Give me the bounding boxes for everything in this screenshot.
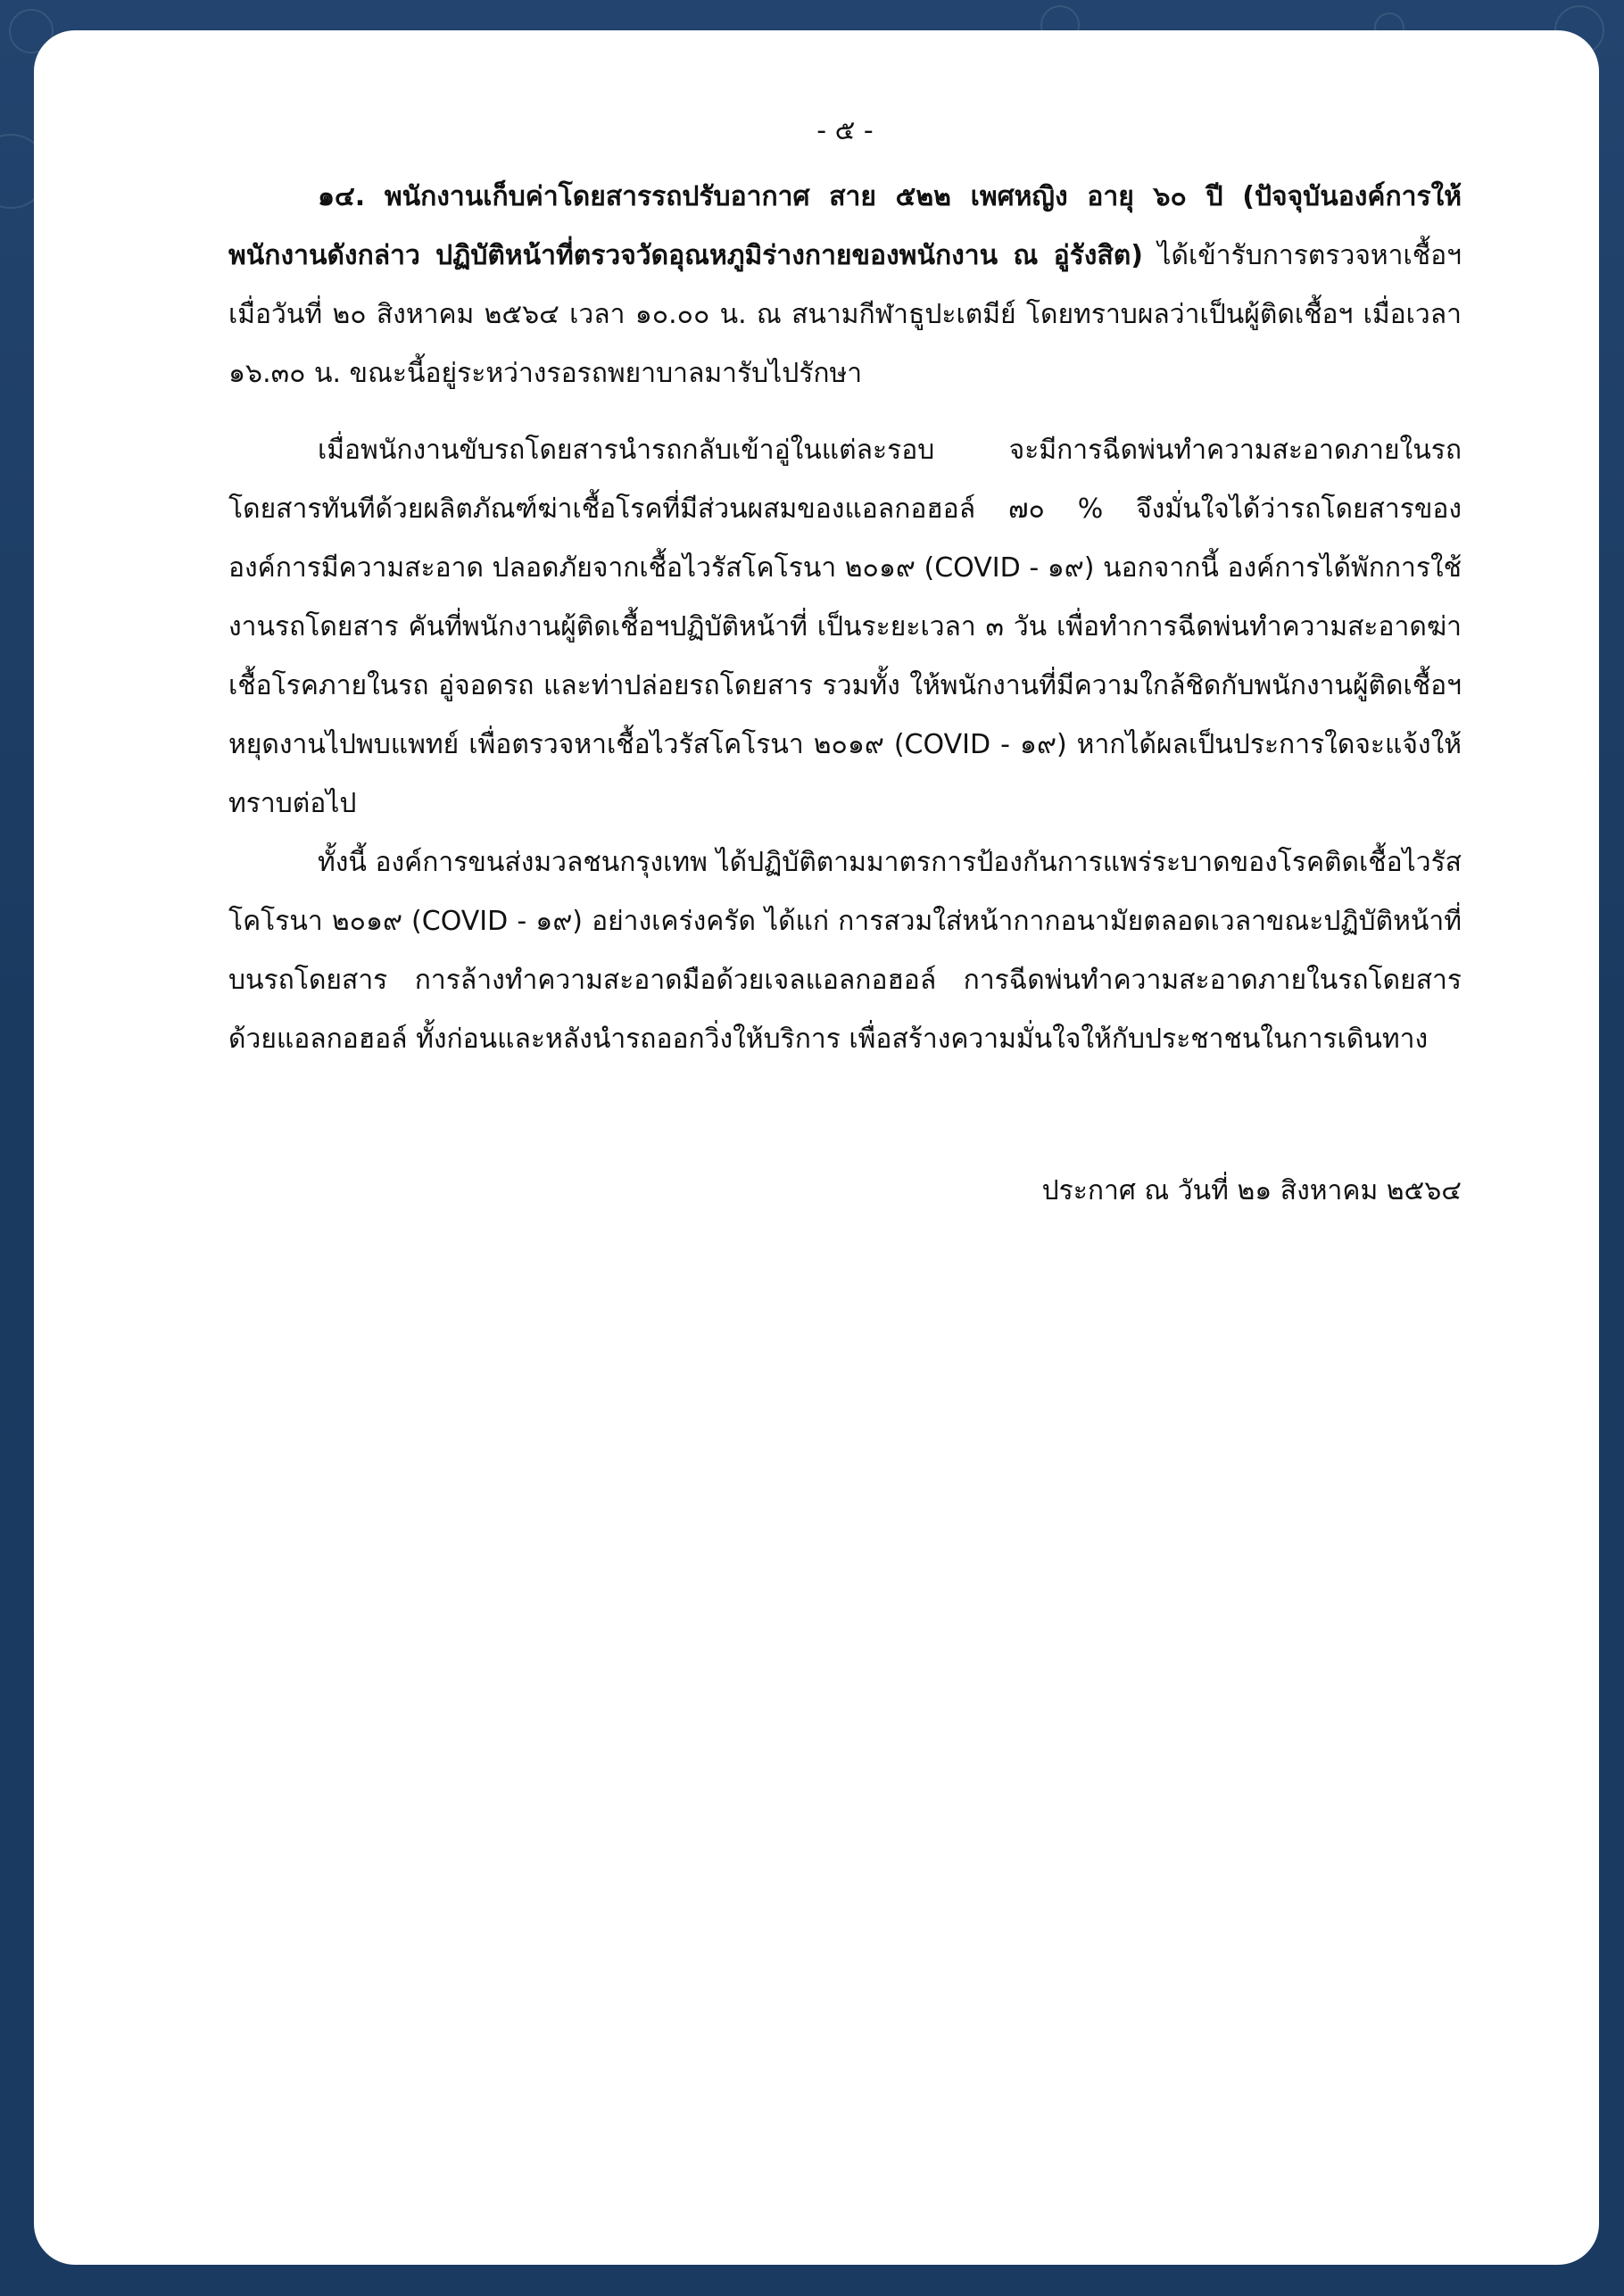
document-body — [228, 102, 1462, 1221]
page-number: - ๕ - — [816, 115, 874, 146]
document-sheet — [34, 30, 1599, 2265]
paragraph-prevention-measures: ทั้งนี้ องค์การขนส่งมวลชนกรุงเทพ ได้ปฏิบัติตามมาตรการป้องกันการแพร่ระบาดของโรคติดเชื้อไวรัสโคโรนา ๒๐๑๙ (COVID - ๑๙) อย่างเคร่งครัด ได้แก่ การสวมใส่หน้ากากอนามัยตลอดเวลาขณะปฏิบัติหน้าที่บนรถโดยสาร การล้างทำความสะอาดมือด้วยเจลแอลกอฮอล์ การฉีดพ่นทำความสะอาดภายในรถโดยสารด้วยแอลกอฮอล์ ทั้งก่อนและหลังนำรถออกวิ่งให้บริการ เพื่อสร้างความมั่นใจให้กับประชาชนในการเดินทาง — [228, 847, 1462, 1055]
case-14-heading: ๑๔. พนักงานเก็บค่าโดยสารรถปรับอากาศ สาย ๕๒๒ เพศหญิง อายุ ๖๐ ปี (ปัจจุบันองค์การให้พนักงานดังกล่าว ปฏิบัติหน้าที่ตรวจวัดอุณหภูมิร่างกายของพนักงาน ณ อู่รังสิต) — [228, 181, 1462, 271]
announcement-date: ประกาศ ณ วันที่ ๒๑ สิงหาคม ๒๕๖๔ — [1041, 1175, 1462, 1206]
paragraph-cleaning-measures: เมื่อพนักงานขับรถโดยสารนำรถกลับเข้าอู่ในแต่ละรอบ จะมีการฉีดพ่นทำความสะอาดภายในรถโดยสารทันทีด้วยผลิตภัณฑ์ฆ่าเชื้อโรคที่มีส่วนผสมของแอลกอฮอล์ ๗๐ % จึงมั่นใจได้ว่ารถโดยสารขององค์การมีความสะอาด ปลอดภัยจากเชื้อไวรัสโคโรนา ๒๐๑๙ (COVID - ๑๙) นอกจากนี้ องค์การได้พักการใช้งานรถโดยสาร คันที่พนักงานผู้ติดเชื้อฯปฏิบัติหน้าที่ เป็นระยะเวลา ๓ วัน เพื่อทำการฉีดพ่นทำความสะอาดฆ่าเชื้อโรคภายในรถ อู่จอดรถ และท่าปล่อยรถโดยสาร รวมทั้ง ให้พนักงานที่มีความใกล้ชิดกับพนักงานผู้ติดเชื้อฯ หยุดงานไปพบแพทย์ เพื่อตรวจหาเชื้อไวรัสโคโรนา ๒๐๑๙ (COVID - ๑๙) หากได้ผลเป็นประการใดจะแจ้งให้ทราบต่อไป — [228, 435, 1462, 819]
case-14-text: ได้เข้ารับการตรวจหาเชื้อฯ เมื่อวันที่ ๒๐ สิงหาคม ๒๕๖๔ เวลา ๑๐.๐๐ น. ณ สนามกีฬาธูปะเตมีย์ โดยทราบผลว่าเป็นผู้ติดเชื้อฯ เมื่อเวลา ๑๖.๓๐ น. ขณะนี้อยู่ระหว่างรอรถพยาบาลมารับไปรักษา — [228, 240, 1462, 389]
paragraph-case-14 — [228, 168, 1462, 403]
